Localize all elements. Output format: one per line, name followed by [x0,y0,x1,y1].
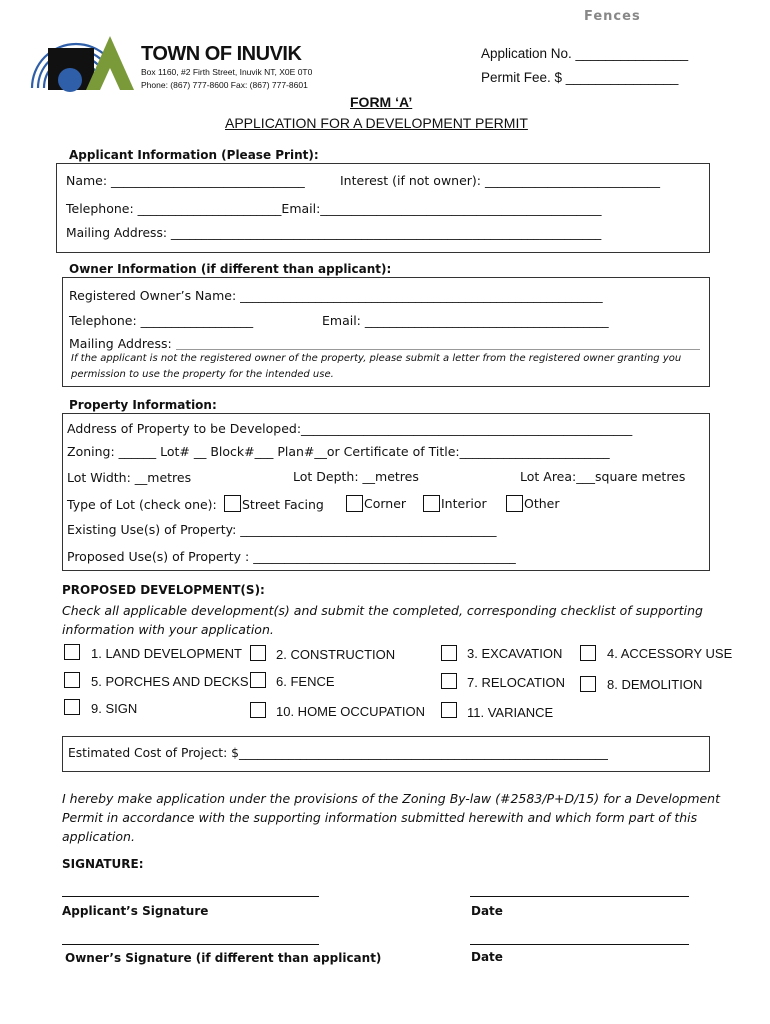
option-sign-label: 9. SIGN [91,701,138,716]
declaration-line1: I hereby make application under the provisions of the Zoning By-law (#2583/P+D/15) for a Development [62,791,721,806]
option-home-occupation-checkbox[interactable] [250,702,266,718]
zoning-field[interactable]: Zoning: ______ Lot# __ Block#___ Plan#__or Certificate of Title:________________________ [67,444,610,459]
applicant-heading: Applicant Information (Please Print): [69,148,319,162]
estimated-cost-field[interactable]: Estimated Cost of Project: $____________________________________________________________ [68,746,608,760]
option-construction-label: 2. CONSTRUCTION [276,647,396,662]
owner-note-line2: permission to use the property for the intended use. [71,369,334,380]
org-address: Box 1160, #2 Firth Street, Inuvik NT, X0E 0T0 [141,67,313,77]
option-construction-checkbox[interactable] [250,645,266,661]
declaration-line3: application. [62,829,135,844]
form-category: Fences [584,9,641,24]
application-number-field[interactable]: Application No. _______________ [481,46,689,61]
development-instructions-line2: information with your application. [62,622,274,637]
lot-type-other-checkbox[interactable] [506,495,523,512]
lot-type-corner-label: Corner [364,496,407,511]
date-label-2: Date [471,950,503,964]
applicant-interest-field[interactable]: Interest (if not owner): ____________________________ [340,173,660,188]
option-sign-checkbox[interactable] [64,699,80,715]
property-section [62,413,710,571]
development-instructions-line1: Check all applicable development(s) and submit the completed, corresponding checklist of supporting [62,603,703,618]
date-line-2[interactable] [470,944,689,945]
owner-mailing-field[interactable]: Mailing Address: [69,336,172,351]
lot-type-interior-checkbox[interactable] [423,495,440,512]
town-logo [26,18,138,92]
applicant-signature-line[interactable] [62,896,319,897]
development-heading: PROPOSED DEVELOPMENT(S): [62,583,265,597]
option-demolition-checkbox[interactable] [580,676,596,692]
owner-name-field[interactable]: Registered Owner’s Name: __________________________________________________________ [69,288,603,303]
option-land-development-checkbox[interactable] [64,644,80,660]
owner-mailing-line [176,349,700,350]
applicant-name-field[interactable]: Name: _______________________________ [66,173,305,188]
applicant-mailing-field[interactable]: Mailing Address: ______________________________________________________________________ [66,226,602,240]
applicant-signature-label: Applicant’s Signature [62,904,209,918]
option-porches-decks-checkbox[interactable] [64,672,80,688]
owner-telephone-field[interactable]: Telephone: __________________ [69,313,254,328]
option-excavation-label: 3. EXCAVATION [467,646,563,661]
owner-signature-line[interactable] [62,944,319,945]
property-heading: Property Information: [69,398,217,412]
signature-heading: SIGNATURE: [62,857,144,871]
lot-type-interior-label: Interior [441,496,487,511]
lot-type-street-facing-checkbox[interactable] [224,495,241,512]
owner-note-line1: If the applicant is not the registered owner of the property, please submit a letter from the registered owner granting you [71,353,682,364]
option-relocation-label: 7. RELOCATION [467,675,566,690]
lot-type-corner-checkbox[interactable] [346,495,363,512]
option-excavation-checkbox[interactable] [441,645,457,661]
option-relocation-checkbox[interactable] [441,673,457,689]
option-land-development-label: 1. LAND DEVELOPMENT [91,646,242,661]
org-phone: Phone: (867) 777-8600 Fax: (867) 777-8601 [141,80,308,90]
owner-heading: Owner Information (if different than applicant): [69,262,392,276]
declaration-line2: Permit in accordance with the supporting information submitted herewith and which form part of this [62,810,698,825]
lot-depth-field[interactable]: Lot Depth: __metres [293,469,419,484]
lot-type-label: Type of Lot (check one): [67,497,217,512]
option-accessory-use-checkbox[interactable] [580,645,596,661]
option-variance-label: 11. VARIANCE [467,705,554,720]
option-porches-decks-label: 5. PORCHES AND DECKS [91,674,249,689]
owner-email-field[interactable]: Email: _______________________________________ [322,313,609,328]
proposed-use-field[interactable]: Proposed Use(s) of Property : __________________________________________ [67,549,516,564]
date-label-1: Date [471,904,503,918]
applicant-telephone-email-field[interactable]: Telephone: _______________________Email:_____________________________________________ [66,201,602,216]
lot-area-field[interactable]: Lot Area:___square metres [520,469,686,484]
form-title: FORM ‘A’ [350,94,413,110]
option-accessory-use-label: 4. ACCESSORY USE [607,646,733,661]
org-name: TOWN OF INUVIK [141,43,302,65]
option-home-occupation-label: 10. HOME OCCUPATION [276,704,426,719]
option-fence-label: 6. FENCE [276,674,335,689]
date-line-1[interactable] [470,896,689,897]
option-variance-checkbox[interactable] [441,702,457,718]
permit-fee-field[interactable]: Permit Fee. $ _______________ [481,70,679,85]
property-address-field[interactable]: Address of Property to be Developed:_____________________________________________________ [67,421,633,436]
form-subtitle: APPLICATION FOR A DEVELOPMENT PERMIT [225,115,528,131]
lot-type-other-label: Other [524,496,560,511]
existing-use-field[interactable]: Existing Use(s) of Property: _________________________________________ [67,522,497,537]
owner-signature-label: Owner’s Signature (if different than applicant) [65,951,382,965]
option-demolition-label: 8. DEMOLITION [607,677,703,692]
lot-width-field[interactable]: Lot Width: __metres [67,470,192,485]
option-fence-checkbox[interactable] [250,672,266,688]
lot-type-street-facing-label: Street Facing [242,497,324,512]
